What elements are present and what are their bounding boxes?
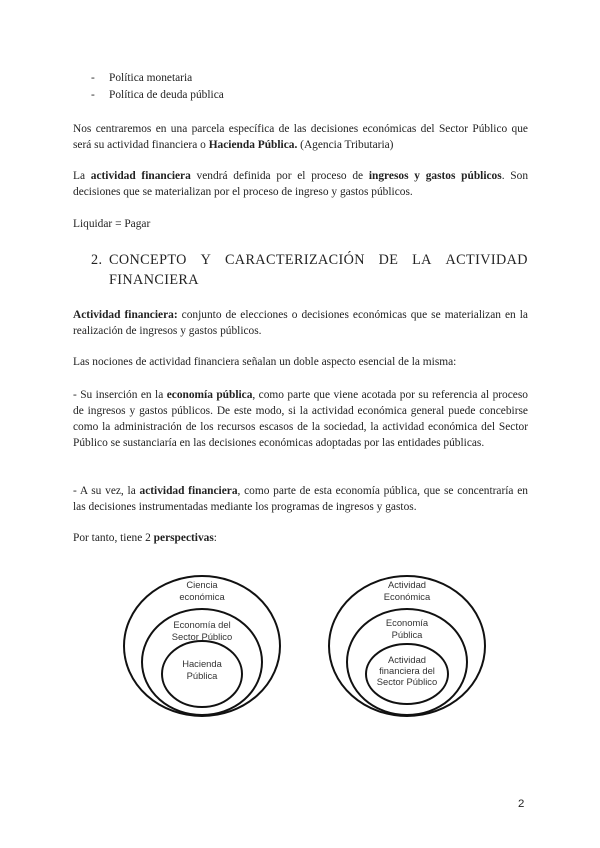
paragraph-perspectivas: Por tanto, tiene 2 perspectivas: [73, 532, 217, 544]
inner-label-line-2: financiera del [379, 665, 435, 676]
middle-label-line-2: Pública [391, 629, 423, 640]
outer-label-line-1: Actividad [387, 579, 427, 590]
paragraph-hacienda: Nos centraremos en una parcela específica de las decisiones económicas del Sector Público que será su actividad financiera o Hacienda Pública. (Agencia Tributaria) [73, 123, 528, 151]
paragraph-nociones: Las nociones de actividad financiera señalan un doble aspecto esencial de la misma: [73, 356, 457, 368]
diagram-right [321, 566, 491, 733]
heading-line-2: FINANCIERA [109, 272, 199, 288]
paragraph-actividad-financiera: La actividad financiera vendrá definida por el proceso de ingresos y gastos públicos. Son decisiones que se materializan por el proceso de ingreso y gastos públicos. [73, 170, 529, 198]
outer-label-line-1: Ciencia [186, 579, 218, 590]
inner-label-line-1: Actividad [387, 654, 427, 665]
middle-label-line-1: Economía [385, 617, 429, 628]
bullet-item: - Política monetaria [91, 72, 193, 84]
bullet-item: - Política de deuda pública [91, 89, 224, 101]
paragraph-a-su-vez: - A su vez, la actividad financiera, como parte de esta economía pública, que se concentraría en las decisiones instrumentadas mediante los programas de ingresos y gastos. [73, 485, 528, 513]
paragraph-economia-publica: - Su inserción en la economía pública, como parte que viene acotada por su referencia al proceso de ingresos y gastos públicos. De este modo, si la actividad económica general puede concebirse como la administración de los recursos escasos de la sociedad, la actividad económica del Sector Público se sustanciaría en las decisiones económicas adoptadas por las entidades públicas. [73, 389, 528, 449]
document-page: - Política monetaria - Política de deuda pública Nos centraremos en una parcela específica de las decisiones económicas del Sector Público que será su actividad financiera o Hacienda Pública. (Agencia Tributaria) La actividad financiera vendrá definida por el proceso de ingresos y gastos públicos. Son decisiones que se materializan por el proceso de ingreso y gastos públicos. Liquidar = Pagar 2. CONCEPTO Y CARACTERIZACIÓN DE LA ACTIVIDAD FINANCIERA Actividad financiera: conjunto de elecciones o decisiones económicas que se materializan en la realización de ingresos y gastos públicos. Las nociones de actividad financiera señalan un doble aspecto esencial de la misma: - Su inserción en la economía pública, como parte que viene acotada por su referencia al proceso de ingresos y gastos públicos. De este modo, si la actividad económica general puede concebirse como la administración de los recursos escasos de la sociedad, la actividad económica del Sector Público se sustanciaría en las decisiones económicas adoptadas por las entidades públicas. - A su vez, la actividad financiera, como parte de esta economía pública, que se concentraría en las decisiones instrumentadas mediante los programas de ingresos y gastos. Por tanto, tiene 2 perspectivas: Ciencia económica Economía del Sector Público Hacienda Pública Actividad Económica Economía Pública Actividad financiera del Sector Público 2 [73, 72, 529, 810]
inner-label-line-3: Sector Público [376, 676, 438, 687]
inner-label-line-2: Pública [186, 670, 218, 681]
inner-label-line-1: Hacienda [182, 658, 222, 669]
paragraph-definicion: Actividad financiera: conjunto de elecciones o decisiones económicas que se materializan en la realización de ingresos y gastos públicos. [73, 309, 528, 337]
diagram-left [116, 566, 286, 733]
page-number: 2 [518, 798, 525, 810]
middle-label-line-1: Economía del [173, 619, 231, 630]
paragraph-liquidar: Liquidar = Pagar [73, 218, 151, 230]
heading-line-1: CONCEPTO Y CARACTERIZACIÓN DE LA ACTIVIDAD [109, 252, 528, 268]
outer-label-line-2: económica [179, 591, 225, 602]
outer-label-line-2: Económica [383, 591, 431, 602]
middle-label-line-2: Sector Público [171, 631, 233, 642]
